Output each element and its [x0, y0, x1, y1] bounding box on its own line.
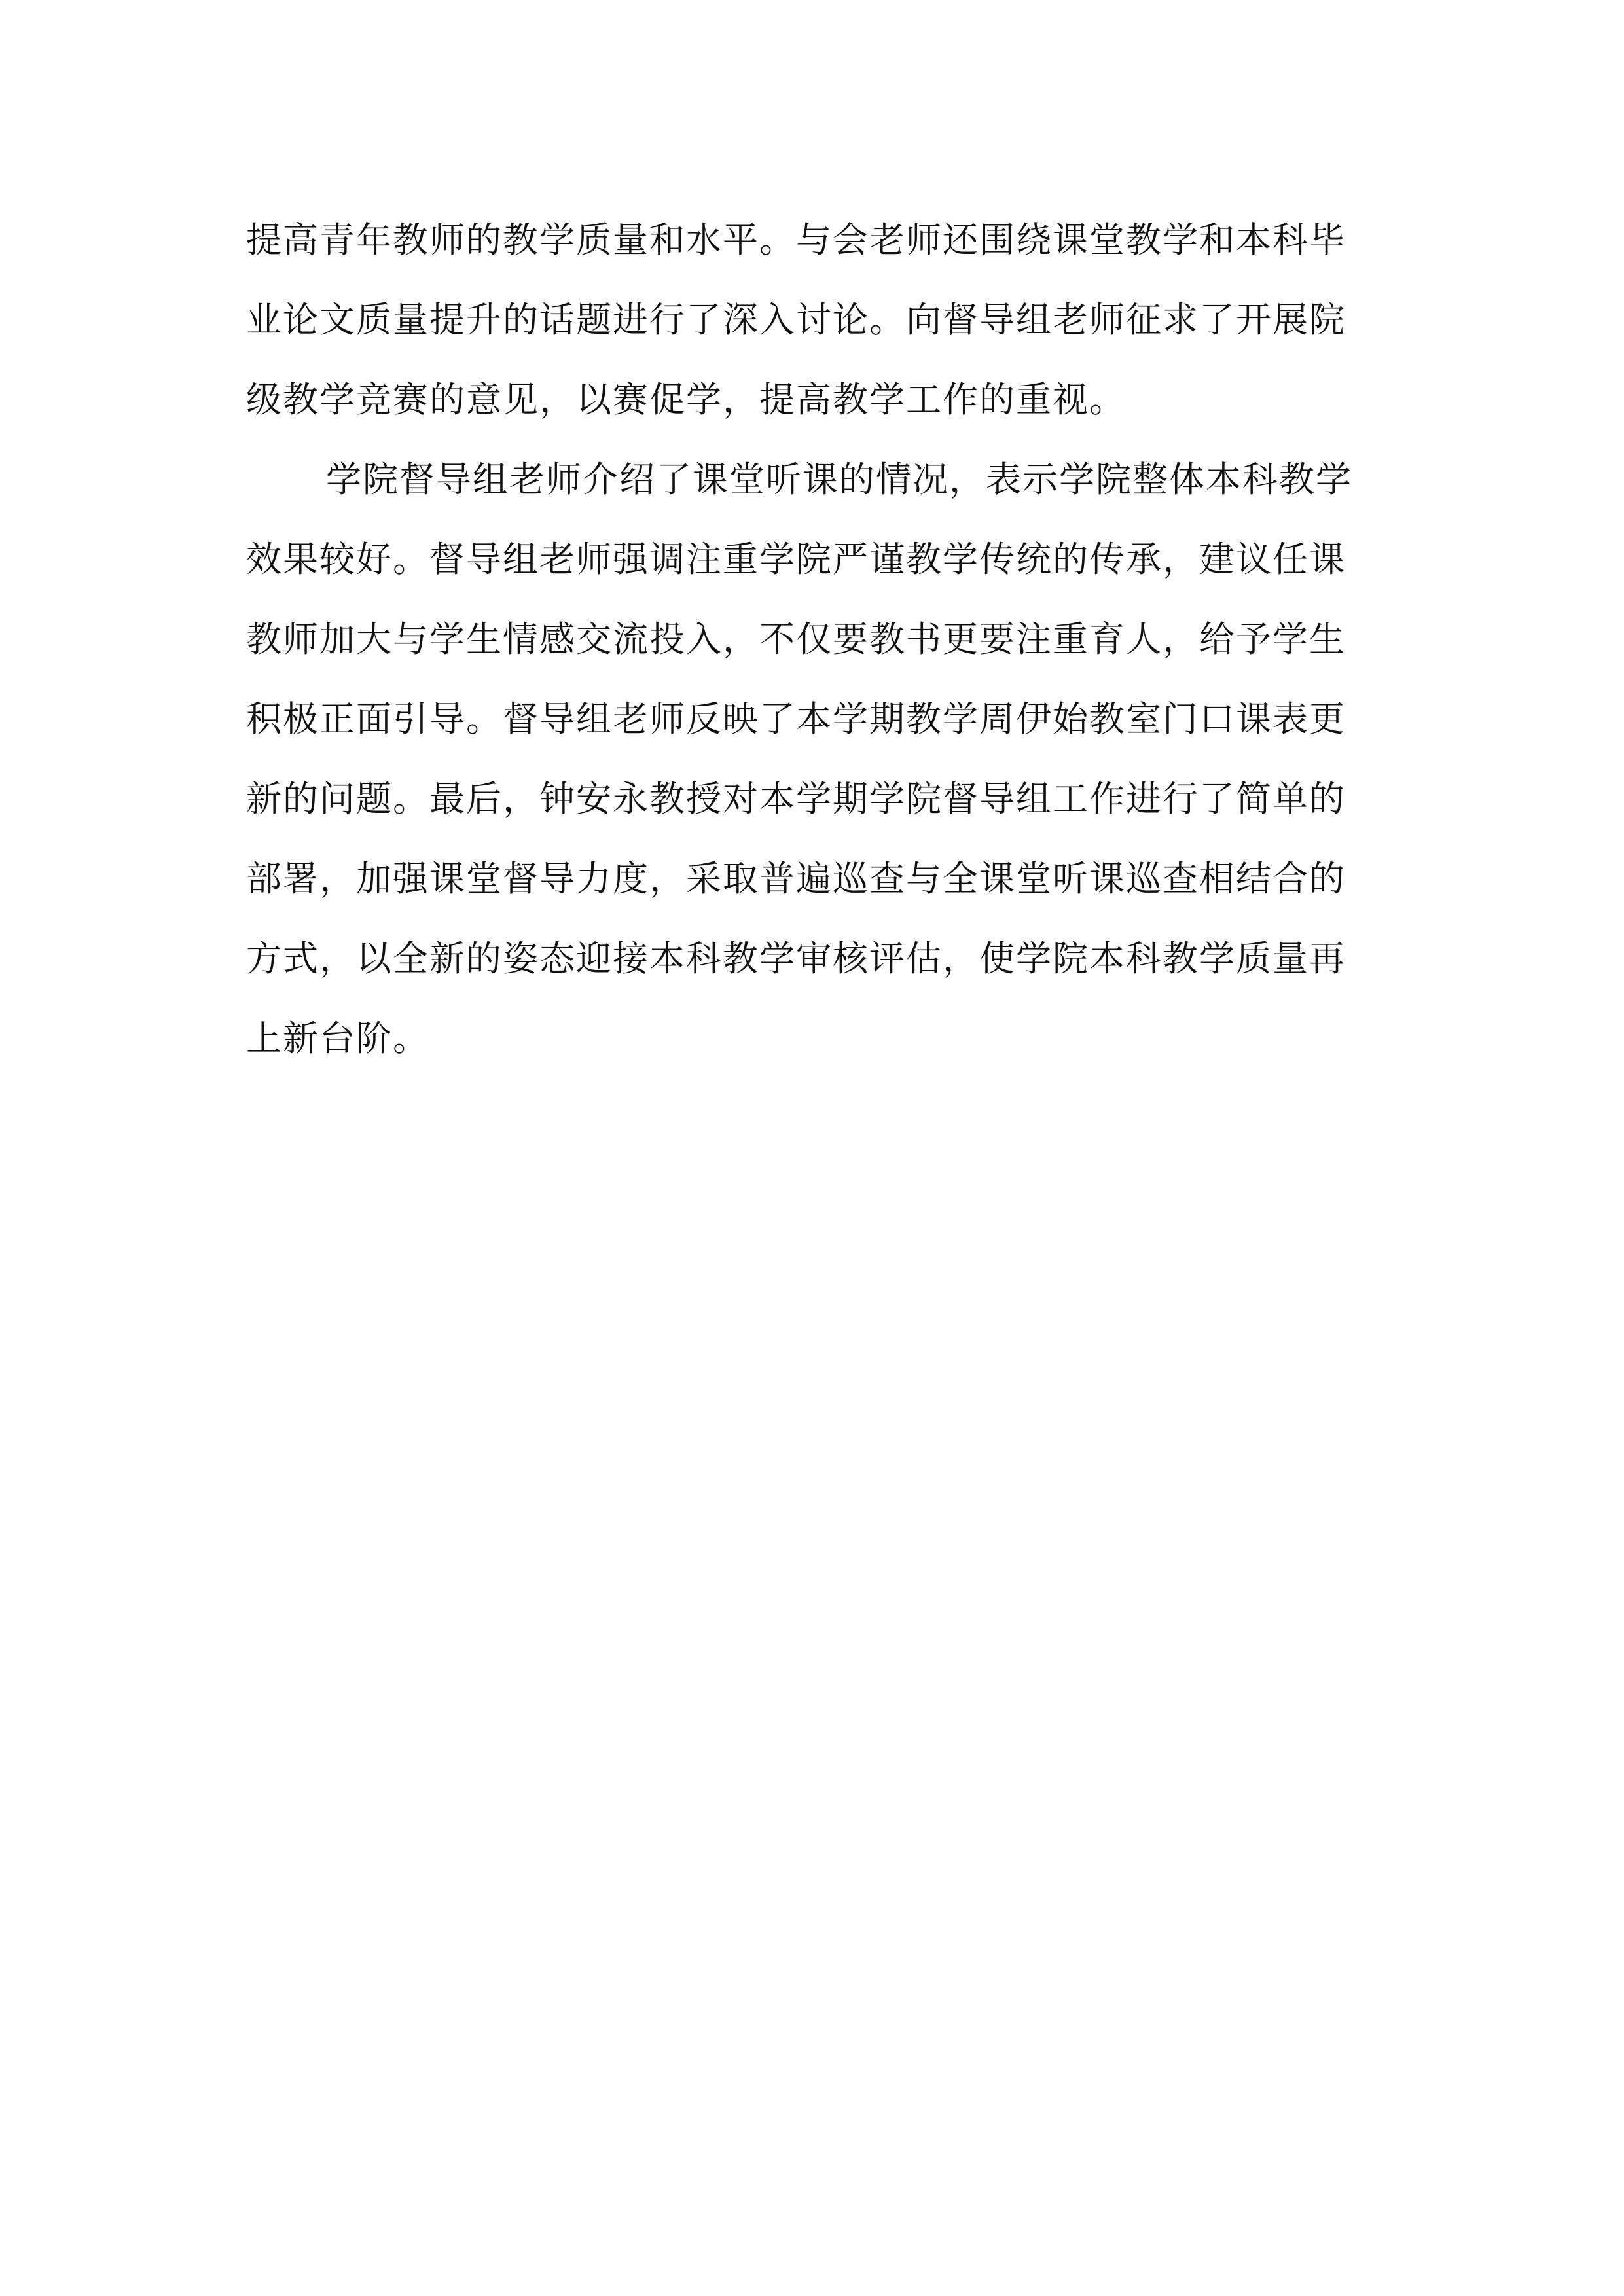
paragraph-line: 提高青年教师的教学质量和水平。与会老师还围绕课堂教学和本科毕 [246, 219, 1346, 260]
document-body [246, 200, 1398, 1079]
paragraph-line: 效果较好。督导组老师强调注重学院严谨教学传统的传承，建议任课 [246, 539, 1346, 580]
paragraph-line: 级教学竞赛的意见，以赛促学，提高教学工作的重视。 [246, 379, 1126, 420]
paragraph-line: 积极正面引导。督导组老师反映了本学期教学周伊始教室门口课表更 [246, 698, 1346, 740]
paragraph-1 [246, 200, 1398, 440]
paragraph-line: 新的问题。最后，钟安永教授对本学期学院督导组工作进行了简单的 [246, 778, 1346, 819]
paragraph-line: 上新台阶。 [246, 1018, 429, 1059]
paragraph-2 [246, 440, 1398, 1079]
paragraph-line: 学院督导组老师介绍了课堂听课的情况，表示学院整体本科教学 [326, 459, 1352, 500]
paragraph-line: 教师加大与学生情感交流投入，不仅要教书更要注重育人，给予学生 [246, 619, 1346, 660]
paragraph-line: 业论文质量提升的话题进行了深入讨论。向督导组老师征求了开展院 [246, 299, 1346, 340]
paragraph-line: 部署，加强课堂督导力度，采取普遍巡查与全课堂听课巡查相结合的 [246, 858, 1346, 899]
paragraph-line: 方式，以全新的姿态迎接本科教学审核评估，使学院本科教学质量再 [246, 938, 1346, 979]
